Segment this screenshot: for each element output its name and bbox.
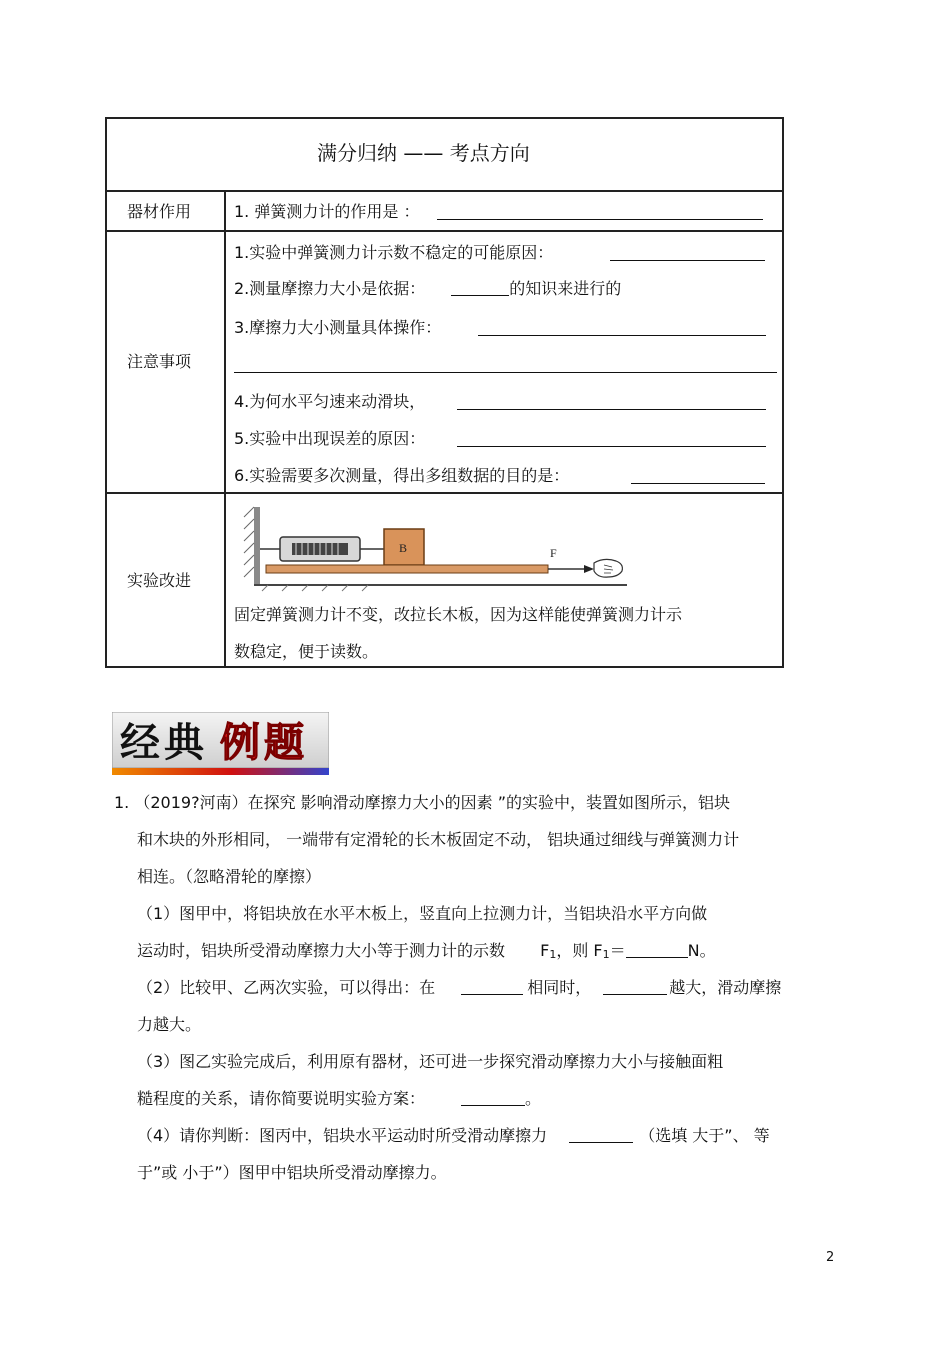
row-divider (107, 492, 782, 494)
row-label-improvement: 实验改进 (127, 571, 192, 590)
line10-post: （选填 大于”、 等 (639, 1126, 770, 1145)
equipment-item-1: 1. 弹簧测力计的作用是 ： (234, 202, 420, 221)
question-line-5 (137, 941, 716, 965)
improvement-text-line2: 数稳定，便于读数。 (234, 642, 379, 661)
column-divider (224, 192, 226, 666)
row-label-notes: 注意事项 (127, 352, 192, 371)
notes-item-6: 6.实验需要多次测量，得出多组数据的目的是： (234, 466, 570, 485)
line5-mid: ，则 F (556, 941, 603, 960)
question-line-4: （1）图甲中，将铝块放在水平木板上，竖直向上拉测力计，当铝块沿水平方向做 (137, 904, 708, 923)
question-line-10 (137, 1126, 770, 1146)
equals-sign: ＝ (609, 941, 626, 960)
apparatus-figure (232, 499, 632, 595)
unit-text: N。 (687, 941, 716, 960)
question-line-1: 1. （2019?河南）在探究 影响滑动摩擦力大小的因素 ”的实验中，装置如图所示，铝块 (114, 793, 731, 812)
notes-item-2-pre: 2.测量摩擦力大小是依据： (234, 279, 426, 298)
question-line-7: 力越大。 (137, 1015, 202, 1034)
question-line-6 (137, 978, 781, 998)
line5-text: 运动时，铝块所受滑动摩擦力大小等于测力计的示数 (137, 941, 506, 960)
notes-item-2-post: 的知识来进行的 (509, 279, 622, 298)
answer-blank[interactable] (461, 994, 523, 995)
classic-examples-banner (112, 712, 329, 775)
answer-blank[interactable] (234, 372, 777, 373)
force-subscript: 1 (602, 948, 610, 961)
line10-pre: （4）请你判断：图丙中，铝块水平运动时所受滑动摩擦力 (137, 1126, 548, 1145)
row-divider (107, 230, 782, 232)
question-line-11: 于”或 小于”）图甲中铝块所受滑动摩擦力。 (137, 1163, 447, 1182)
force-symbol: F (540, 941, 550, 960)
page-number: 2 (826, 1250, 835, 1265)
force-label: F (550, 546, 557, 560)
notes-item-2 (234, 279, 621, 299)
row-label-equipment: 器材作用 (127, 202, 192, 221)
block-label: B (399, 541, 408, 555)
improvement-text-line1: 固定弹簧测力计不变，改拉长木板，因为这样能使弹簧测力计示 (234, 605, 683, 624)
answer-blank[interactable] (478, 335, 766, 336)
answer-blank[interactable] (603, 994, 667, 995)
question-line-3: 相连。（忽略滑轮的摩擦） (137, 867, 322, 886)
line6-mid: 相同时， (527, 978, 592, 997)
notes-item-3: 3.摩擦力大小测量具体操作： (234, 318, 442, 337)
notes-item-5: 5.实验中出现误差的原因： (234, 429, 426, 448)
line9-pre: 糙程度的关系，请你简要说明实验方案： (137, 1089, 426, 1108)
line9-post: 。 (525, 1089, 542, 1108)
line6-post: 越大，滑动摩擦 (669, 978, 782, 997)
summary-table (105, 117, 784, 668)
answer-blank[interactable] (461, 1105, 525, 1106)
answer-blank[interactable] (626, 957, 688, 958)
question-line-2: 和木块的外形相同， 一端带有定滑轮的长木板固定不动， 铝块通过细线与弹簧测力计 (137, 830, 740, 849)
answer-blank[interactable] (457, 409, 766, 410)
notes-item-4: 4.为何水平匀速来动滑块， (234, 392, 426, 411)
line6-pre: （2）比较甲、乙两次实验，可以得出：在 (137, 978, 436, 997)
banner-text-black: 经典 (120, 719, 208, 766)
answer-blank[interactable] (569, 1142, 633, 1143)
answer-blank[interactable] (451, 295, 509, 296)
answer-blank[interactable] (457, 446, 766, 447)
row-divider (107, 190, 782, 192)
answer-blank[interactable] (610, 260, 765, 261)
answer-blank[interactable] (437, 219, 763, 220)
notes-item-1: 1.实验中弹簧测力计示数不稳定的可能原因： (234, 243, 554, 262)
table-title: 满分归纳 —— 考点方向 (317, 141, 530, 165)
banner-text-red: 例题 (220, 719, 308, 766)
question-line-9 (137, 1089, 541, 1109)
question-line-8: （3）图乙实验完成后，利用原有器材，还可进一步探究滑动摩擦力大小与接触面粗 (137, 1052, 724, 1071)
force-subscript: 1 (549, 948, 557, 961)
answer-blank[interactable] (631, 483, 765, 484)
